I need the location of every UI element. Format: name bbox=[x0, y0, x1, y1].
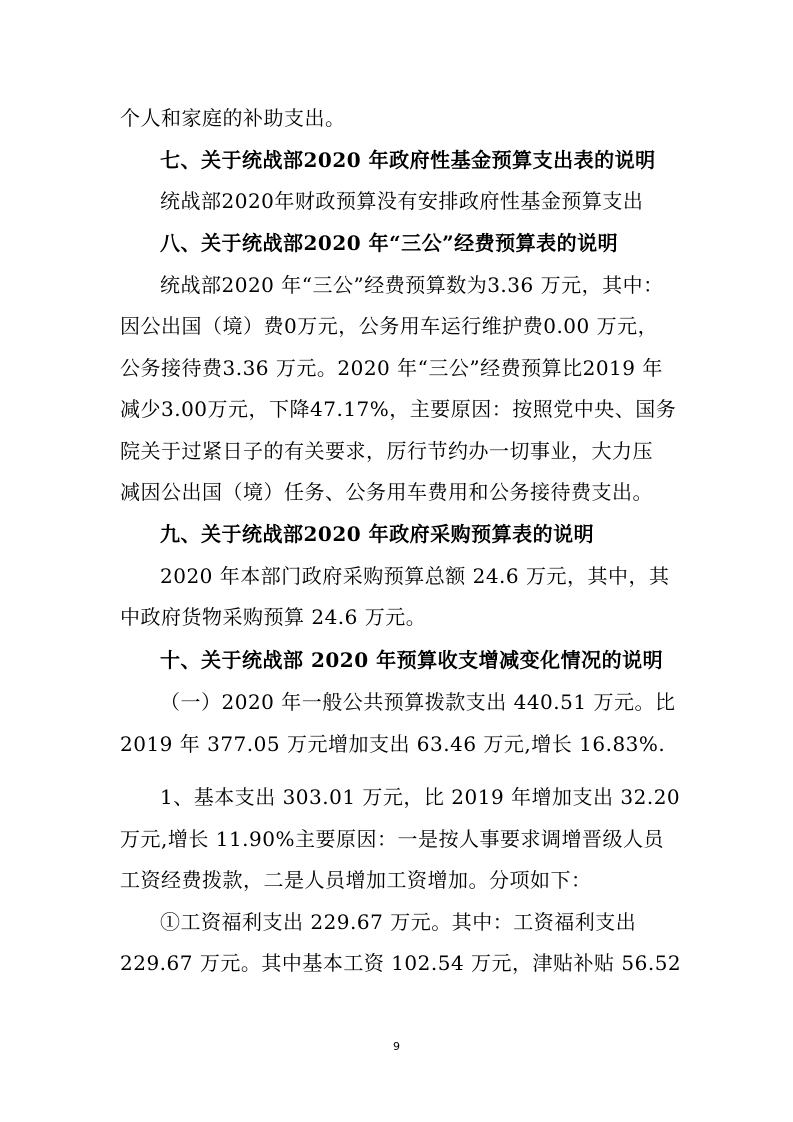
section-9-body-line-1: 2020 年本部门政府采购预算总额 24.6 万元，其中，其 bbox=[160, 564, 670, 588]
section-10-body-line-1: （一）2020 年一般公共预算拨款支出 440.51 万元。比 bbox=[160, 690, 676, 714]
paragraph-line-continuation: 个人和家庭的补助支出。 bbox=[120, 106, 346, 130]
section-8-heading: 八、关于统战部2020 年“三公”经费预算表的说明 bbox=[160, 231, 619, 255]
section-8-body-line-4: 减少3.00万元，下降47.17%，主要原因：按照党中央、国务 bbox=[120, 397, 677, 421]
section-7-heading: 七、关于统战部2020 年政府性基金预算支出表的说明 bbox=[160, 148, 656, 172]
section-10-subitem-1-line-2: 229.67 万元。其中基本工资 102.54 万元，津贴补贴 56.52 bbox=[120, 951, 682, 975]
section-8-body-line-1: 统战部2020 年“三公”经费预算数为3.36 万元，其中： bbox=[160, 273, 664, 297]
section-8-body-line-2: 因公出国（境）费0万元，公务用车运行维护费0.00 万元， bbox=[120, 314, 659, 338]
section-8-body-line-6: 减因公出国（境）任务、公务用车费用和公务接待费支出。 bbox=[120, 480, 653, 504]
section-10-item-1-line-3: 工资经费拨款，二是人员增加工资增加。分项如下： bbox=[120, 868, 592, 892]
section-8-body-line-3: 公务接待费3.36 万元。2020 年“三公”经费预算比2019 年 bbox=[120, 356, 663, 380]
section-10-body-line-2: 2019 年 377.05 万元增加支出 63.46 万元,增长 16.83%. bbox=[120, 732, 666, 756]
section-8-body-line-5: 院关于过紧日子的有关要求，厉行节约办一切事业，大力压 bbox=[120, 439, 653, 463]
page-number: 9 bbox=[393, 1040, 400, 1053]
section-9-body-line-2: 中政府货物采购预算 24.6 万元。 bbox=[120, 605, 427, 629]
section-10-item-1-line-2: 万元,增长 11.90%主要原因：一是按人事要求调增晋级人员 bbox=[120, 827, 664, 851]
section-10-item-1-line-1: 1、基本支出 303.01 万元，比 2019 年增加支出 32.20 bbox=[160, 785, 681, 809]
section-7-body-line: 统战部2020年财政预算没有安排政府性基金预算支出 bbox=[160, 189, 644, 213]
section-10-heading: 十、关于统战部 2020 年预算收支增减变化情况的说明 bbox=[160, 648, 664, 672]
section-9-heading: 九、关于统战部2020 年政府采购预算表的说明 bbox=[160, 522, 595, 546]
section-10-subitem-1-line-1: ①工资福利支出 229.67 万元。其中：工资福利支出 bbox=[160, 910, 637, 934]
